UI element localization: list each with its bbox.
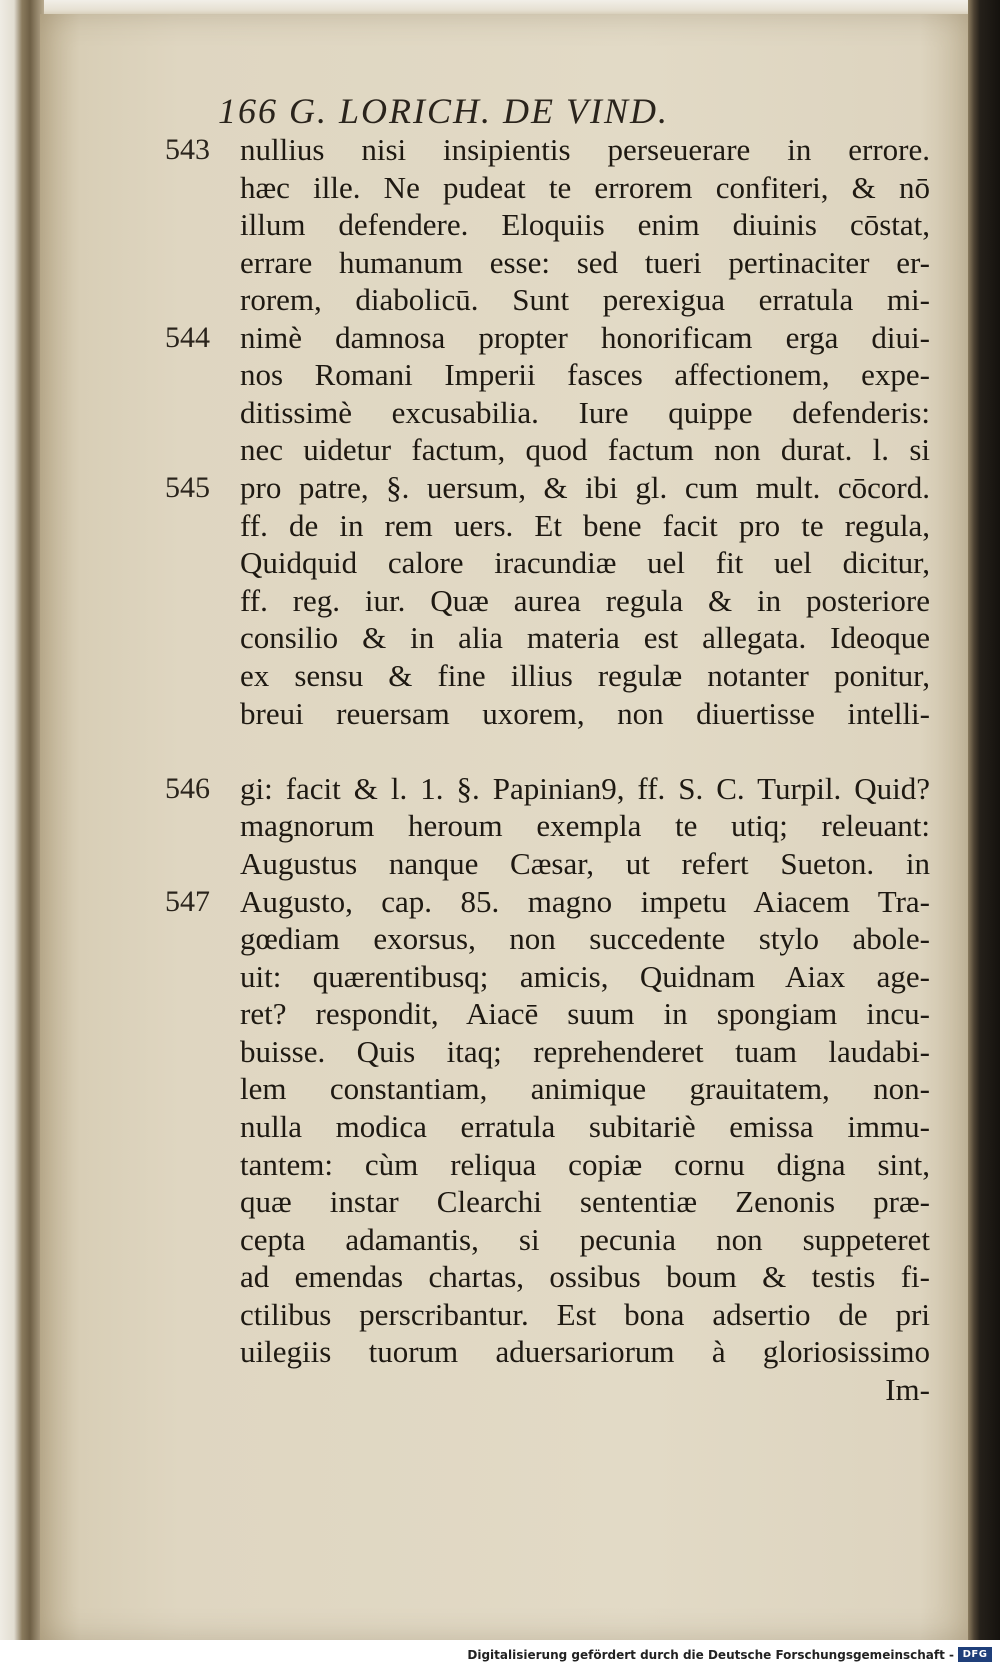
text-line: pro patre, §. uersum, & ibi gl. cum mult. cōcord. bbox=[240, 470, 930, 505]
text-line: ex sensu & fine illius regulæ notanter ponitur, bbox=[240, 658, 930, 693]
text-line: lem constantiam, animique grauitatem, non- bbox=[240, 1071, 930, 1106]
margin-number: 545 bbox=[165, 471, 210, 504]
dfg-logo: DFG bbox=[958, 1647, 992, 1662]
text-line: ret? respondit, Aiacē suum in spongiam incu- bbox=[240, 996, 930, 1031]
text-line: illum defendere. Eloquiis enim diuinis cōstat, bbox=[240, 207, 930, 242]
margin-number: 544 bbox=[165, 321, 210, 354]
footer-credit: Digitalisierung gefördert durch die Deutsche Forschungsgemeinschaft - bbox=[467, 1648, 954, 1662]
text-line: ad emendas chartas, ossibus boum & testis fi- bbox=[240, 1259, 930, 1294]
text-line: Augusto, cap. 85. magno impetu Aiacem Tra- bbox=[240, 884, 930, 919]
margin-number: 543 bbox=[165, 133, 210, 166]
margin-number: 546 bbox=[165, 772, 210, 805]
catchword: Im- bbox=[885, 1372, 930, 1407]
book-spine-shadow bbox=[968, 0, 1000, 1640]
text-line: ditissimè excusabilia. Iure quippe defenderis: bbox=[240, 395, 930, 430]
text-line: Augustus nanque Cæsar, ut refert Sueton. in bbox=[240, 846, 930, 881]
text-line: quæ instar Clearchi sententiæ Zenonis præ- bbox=[240, 1184, 930, 1219]
text-line: nos Romani Imperii fasces affectionem, expe- bbox=[240, 357, 930, 392]
text-line: Quidquid calore iracundiæ uel fit uel dicitur, bbox=[240, 545, 930, 580]
scan-edge-left bbox=[0, 0, 44, 1640]
text-line: cepta adamantis, si pecunia non suppeteret bbox=[240, 1222, 930, 1257]
text-line: ctilibus perscribantur. Est bona adsertio de pri bbox=[240, 1297, 930, 1332]
text-line: ff. reg. iur. Quæ aurea regula & in posteriore bbox=[240, 583, 930, 618]
text-line: buisse. Quis itaq; reprehenderet tuam laudabi- bbox=[240, 1034, 930, 1069]
text-line: rorem, diabolicū. Sunt perexigua erratula mi- bbox=[240, 282, 930, 317]
text-line: gœdiam exorsus, non succedente stylo abole- bbox=[240, 921, 930, 956]
text-line: errare humanum esse: sed tueri pertinaciter er- bbox=[240, 245, 930, 280]
text-line: tantem: cùm reliqua copiæ cornu digna sint, bbox=[240, 1147, 930, 1182]
text-line: magnorum heroum exempla te utiq; releuant: bbox=[240, 808, 930, 843]
footer-bar bbox=[0, 1640, 1000, 1670]
text-line: nulla modica erratula subitariè emissa immu- bbox=[240, 1109, 930, 1144]
text-line: nec uidetur factum, quod factum non durat. l. si bbox=[240, 432, 930, 467]
text-line: ff. de in rem uers. Et bene facit pro te regula, bbox=[240, 508, 930, 543]
text-line: consilio & in alia materia est allegata. Ideoque bbox=[240, 620, 930, 655]
margin-number: 547 bbox=[165, 885, 210, 918]
text-line: uit: quærentibusq; amicis, Quidnam Aiax age- bbox=[240, 959, 930, 994]
running-head: 166 G. LORICH. DE VIND. bbox=[218, 91, 669, 131]
text-line: nimè damnosa propter honorificam erga diui- bbox=[240, 320, 930, 355]
text-line: gi: facit & l. 1. §. Papinian9, ff. S. C. Turpil. Quid? bbox=[240, 771, 930, 806]
text-line: uilegiis tuorum aduersariorum à gloriosissimo bbox=[240, 1334, 930, 1369]
text-line: nullius nisi insipientis perseuerare in errore. bbox=[240, 132, 930, 167]
text-line: breui reuersam uxorem, non diuertisse intelli- bbox=[240, 696, 930, 731]
text-line: hæc ille. Ne pudeat te errorem confiteri, & nō bbox=[240, 170, 930, 205]
